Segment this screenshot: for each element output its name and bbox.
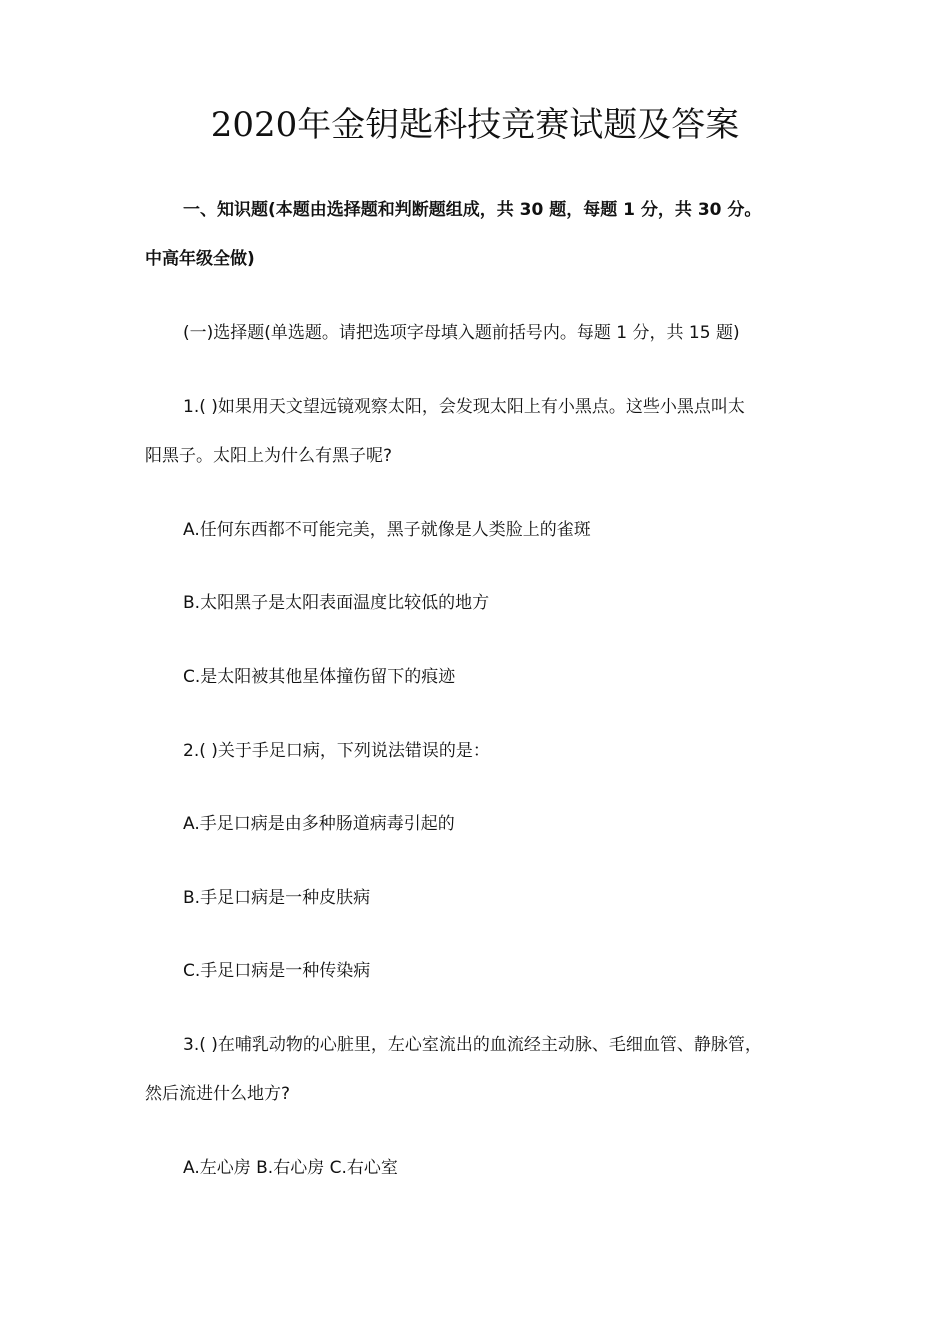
question-1-option-c: C.是太阳被其他星体撞伤留下的痕迹 bbox=[183, 667, 456, 687]
question-1-stem-line-1: 1.( )如果用天文望远镜观察太阳，会发现太阳上有小黑点。这些小黑点叫太 bbox=[183, 397, 745, 417]
section-heading-line-2: 中高年级全做) bbox=[145, 249, 255, 269]
question-2-option-c: C.手足口病是一种传染病 bbox=[183, 961, 371, 981]
section-heading-line-1: 一、知识题(本题由选择题和判断题组成，共 30 题，每题 1 分，共 30 分。 bbox=[183, 200, 762, 220]
question-2-stem: 2.( )关于手足口病，下列说法错误的是： bbox=[183, 741, 490, 761]
question-2-option-a: A.手足口病是由多种肠道病毒引起的 bbox=[183, 814, 455, 834]
question-1-option-a: A.任何东西都不可能完美，黑子就像是人类脸上的雀斑 bbox=[183, 520, 591, 540]
question-1-option-b: B.太阳黑子是太阳表面温度比较低的地方 bbox=[183, 593, 490, 613]
question-3-stem-line-1: 3.( )在哺乳动物的心脏里，左心室流出的血流经主动脉、毛细血管、静脉管， bbox=[183, 1035, 762, 1055]
question-1-stem-line-2: 阳黑子。太阳上为什么有黑子呢? bbox=[145, 446, 393, 466]
subsection-heading: (一)选择题(单选题。请把选项字母填入题前括号内。每题 1 分，共 15 题) bbox=[183, 323, 740, 343]
document-title: 2020年金钥匙科技竞赛试题及答案 bbox=[210, 105, 740, 145]
question-3-options: A.左心房 B.右心房 C.右心室 bbox=[183, 1158, 398, 1178]
question-2-option-b: B.手足口病是一种皮肤病 bbox=[183, 888, 371, 908]
question-3-stem-line-2: 然后流进什么地方? bbox=[145, 1084, 291, 1104]
